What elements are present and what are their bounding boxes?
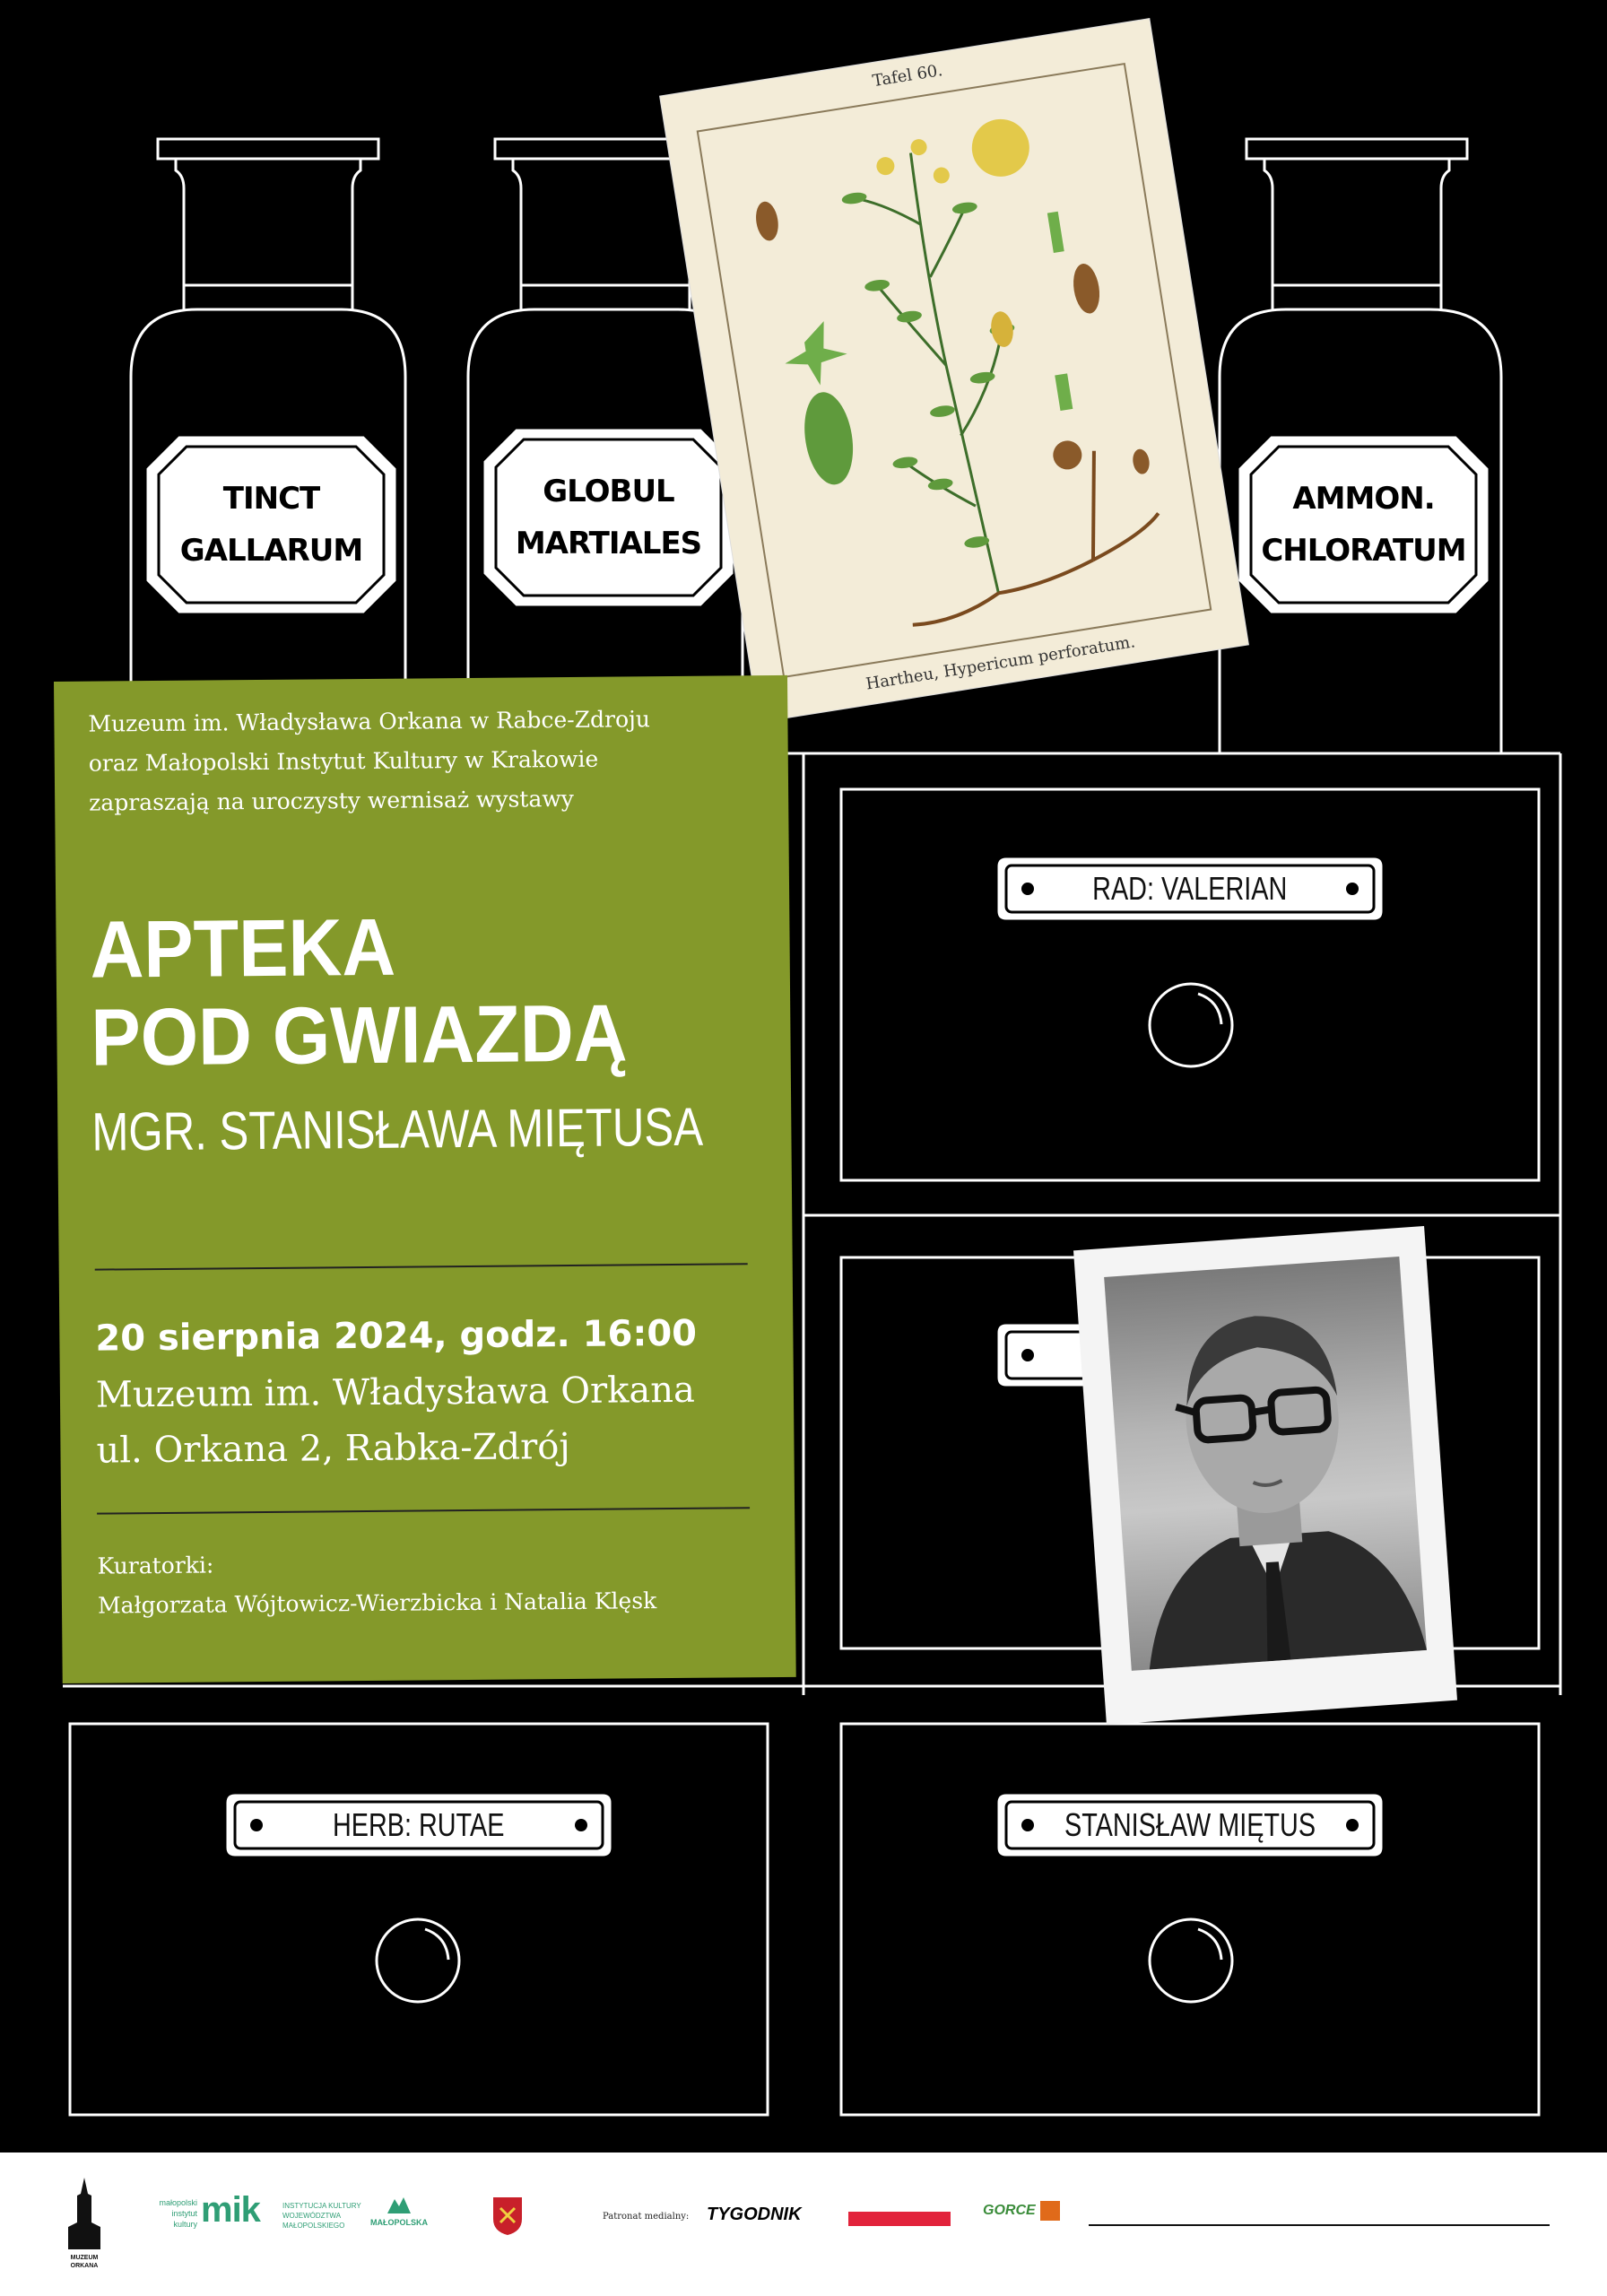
divider-top <box>95 1263 748 1270</box>
malopolska-logo: MAŁOPOLSKA <box>368 2194 430 2227</box>
museum-logo: MUZEUM ORKANA <box>65 2178 104 2274</box>
footer-rule <box>1089 2224 1550 2226</box>
title-line-1: APTEKA <box>90 902 396 996</box>
media-partner-logo <box>848 2212 951 2226</box>
portrait-photo <box>1073 1226 1457 1725</box>
event-date: 20 sierpnia 2024, godz. 16:00 <box>95 1312 698 1360</box>
intro-text: Muzeum im. Władysława Orkana w Rabce-Zdroju oraz Małopolski Instytut Kultury w Krakowie zapraszają na uroczysty wernisaż wystawy <box>88 706 651 816</box>
hypericum-illustration <box>699 65 1212 678</box>
mik-logo: mik <box>201 2190 260 2230</box>
plate-frame <box>697 63 1212 678</box>
jar-label-ammon: AMMON. CHLORATUM <box>1261 481 1466 569</box>
drawer-label-valerian: RAD: VALERIAN <box>1092 870 1288 907</box>
coat-of-arms-icon <box>491 2196 524 2235</box>
curators-label: Kuratorki: <box>97 1552 214 1579</box>
title-line-2: POD GWIAZDĄ <box>91 988 628 1083</box>
plate-caption: Hartheu, Hypericum perforatum. <box>864 632 1137 694</box>
venue-name: Muzeum im. Władysława Orkana <box>95 1369 696 1416</box>
tygodnik-logo: TYGODNIK <box>707 2205 802 2224</box>
botanical-plate <box>660 19 1248 722</box>
plate-number: Tafel 60. <box>871 61 944 91</box>
venue-address: ul. Orkana 2, Rabka-Zdrój <box>96 1426 570 1472</box>
drawer-label-rutae: HERB: RUTAE <box>333 1806 505 1843</box>
portrait-image <box>1104 1257 1427 1671</box>
jar-label-globul: GLOBUL MARTIALES <box>515 474 702 561</box>
footer-logos <box>0 2152 1607 2296</box>
jar-label-tinct: TINCT GALLARUM <box>179 481 363 569</box>
institution-text: INSTYTUCJA KULTURY WOJEWÓDZTWA MAŁOPOLSKIEGO <box>282 2202 361 2230</box>
subtitle: MGR. STANISŁAWA MIĘTUSA <box>91 1096 704 1162</box>
mik-text: małopolski instytut kultury <box>159 2198 197 2229</box>
drawer-label-mietus: STANISŁAW MIĘTUS <box>1064 1806 1316 1843</box>
gorce-badge-icon <box>1040 2201 1060 2221</box>
invitation-panel <box>54 675 796 1683</box>
divider-bottom <box>97 1507 750 1514</box>
curators-names: Małgorzata Wójtowicz-Wierzbicka i Natalia Klęsk <box>97 1587 657 1619</box>
media-patronage-label: Patronat medialny: <box>603 2212 690 2222</box>
gorce-logo: GORCE <box>983 2203 1036 2218</box>
